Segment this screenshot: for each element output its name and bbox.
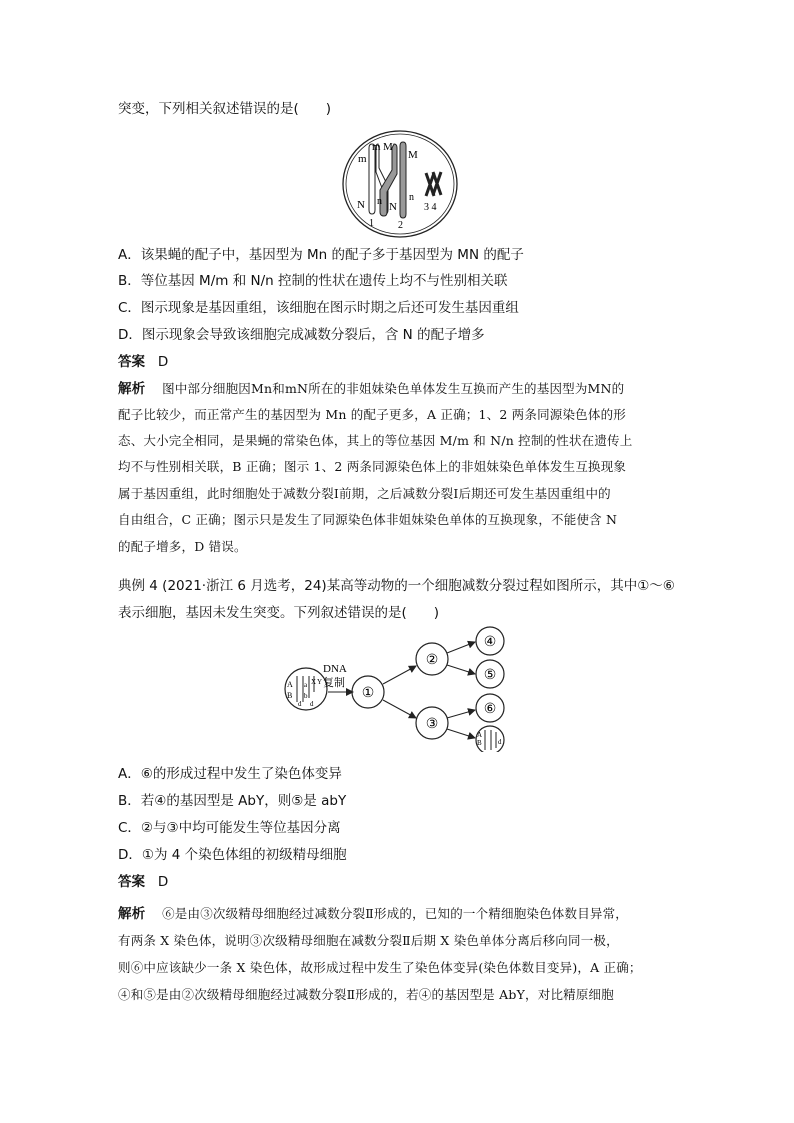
question-stem-tail: 突变，下列相关叙述错误的是( ) [118, 101, 332, 117]
gene-A: A [287, 680, 293, 689]
label-N2: N [389, 201, 397, 213]
explanation-line: 配子比较少，而正常产生的基因型为 Mn 的配子更多，A 正确；1、2 两条同源染色体的形 [118, 407, 626, 422]
arrow-label-replication: 复制 [323, 677, 345, 689]
spermatogonium-cell [285, 668, 327, 710]
gene-d-end: d [498, 738, 502, 746]
gene-b: b [304, 692, 308, 700]
meiosis-flow-figure [278, 622, 518, 752]
cell-3-label: ③ [425, 717, 439, 732]
explanation-line: 解析 ⑥是由③次级精母细胞经过减数分裂Ⅱ形成的，已知的一个精细胞染色体数目异常， [118, 906, 629, 922]
cell-1-label: ① [361, 686, 375, 701]
cell-6-label: ⑥ [483, 702, 497, 717]
explanation-line: 态、大小完全相同，是果蝇的常染色体，其上的等位基因 M/m 和 N/n 控制的性状在遗传上 [118, 433, 633, 448]
option-d: D．图示现象会导致该细胞完成减数分裂后，含 N 的配子增多 [118, 327, 485, 343]
cell-4-label: ④ [483, 635, 497, 650]
gene-d1: d [298, 700, 302, 708]
crossover-cell-figure [340, 128, 460, 240]
gene-Y: Y [317, 678, 323, 686]
answer-value: D [157, 354, 169, 370]
label-chrom-1: 1 [369, 218, 374, 229]
option-b: B．等位基因 M/m 和 N/n 控制的性状在遗传上均不与性别相关联 [118, 273, 508, 289]
explanation-line: ④和⑤是由②次级精母细胞经过减数分裂Ⅱ形成的，若④的基因型是 AbY，对比精原细胞 [118, 987, 614, 1002]
option-b: B．若④的基因型是 AbY，则⑤是 abY [118, 793, 347, 809]
gene-A-end: A [477, 731, 483, 739]
explanation-line: 则⑥中应该缺少一条 X 染色体，故形成过程中发生了染色体变异(染色体数目变异)，A 正确； [118, 960, 642, 975]
label-n2: n [409, 192, 414, 203]
answer-row [118, 872, 683, 892]
label-M2: M [408, 149, 418, 161]
explanation-label: 解析 [118, 906, 146, 922]
gene-d2: d [310, 700, 314, 708]
explanation-line: 解析 图中部分细胞因Mn和mN所在的非姐妹染色单体发生互换而产生的基因型为MN的 [118, 381, 625, 397]
option-a: A．⑥的形成过程中发生了染色体变异 [118, 766, 342, 782]
question-4-stem: 典例 4 (2021·浙江 6 月选考，24)某高等动物的一个细胞减数分裂过程如图所示，其中①～⑥ [118, 578, 675, 594]
label-m1: m [358, 153, 367, 165]
explanation-line: 均不与性别相关联，B 正确；图示 1、2 两条同源染色体上的非姐妹染色单体发生互换现象 [118, 459, 627, 474]
gene-a: a [304, 681, 308, 689]
answer-label: 答案 [118, 354, 145, 370]
explanation-line: 有两条 X 染色体，说明③次级精母细胞在减数分裂Ⅱ后期 X 染色单体分离后移向同一极， [118, 933, 619, 948]
label-chrom-2: 2 [398, 220, 403, 231]
label-N1: N [357, 199, 365, 211]
answer-row [118, 352, 683, 372]
label-m2: m [372, 141, 381, 153]
answer-value: D [157, 874, 169, 890]
question-4-stem: 表示细胞，基因未发生突变。下列叙述错误的是( ) [118, 605, 440, 621]
arrow-label-dna: DNA [323, 663, 347, 675]
explanation-label: 解析 [118, 381, 146, 397]
cell-2-label: ② [425, 653, 439, 668]
option-c: C．②与③中均可能发生等位基因分离 [118, 820, 341, 836]
option-a: A．该果蝇的配子中，基因型为 Mn 的配子多于基因型为 MN 的配子 [118, 247, 524, 263]
answer-label: 答案 [118, 874, 145, 890]
gene-X: X [311, 678, 317, 686]
gene-B: B [287, 691, 293, 700]
explanation-line: 的配子增多，D 错误。 [118, 539, 247, 554]
option-c: C．图示现象是基因重组，该细胞在图示时期之后还可发生基因重组 [118, 300, 519, 316]
label-chrom-34: 3 4 [424, 202, 437, 213]
gene-B-end: B [477, 739, 482, 747]
option-d: D．①为 4 个染色体组的初级精母细胞 [118, 847, 347, 863]
label-n1: n [377, 196, 382, 207]
cell-5-label: ⑤ [483, 668, 497, 683]
explanation-line: 属于基因重组，此时细胞处于减数分裂Ⅰ前期，之后减数分裂Ⅰ后期还可发生基因重组中的 [118, 486, 611, 501]
explanation-line: 自由组合，C 正确；图示只是发生了同源染色体非姐妹染色单体的互换现象，不能使含 N [118, 512, 618, 527]
label-M1: M [383, 141, 393, 153]
